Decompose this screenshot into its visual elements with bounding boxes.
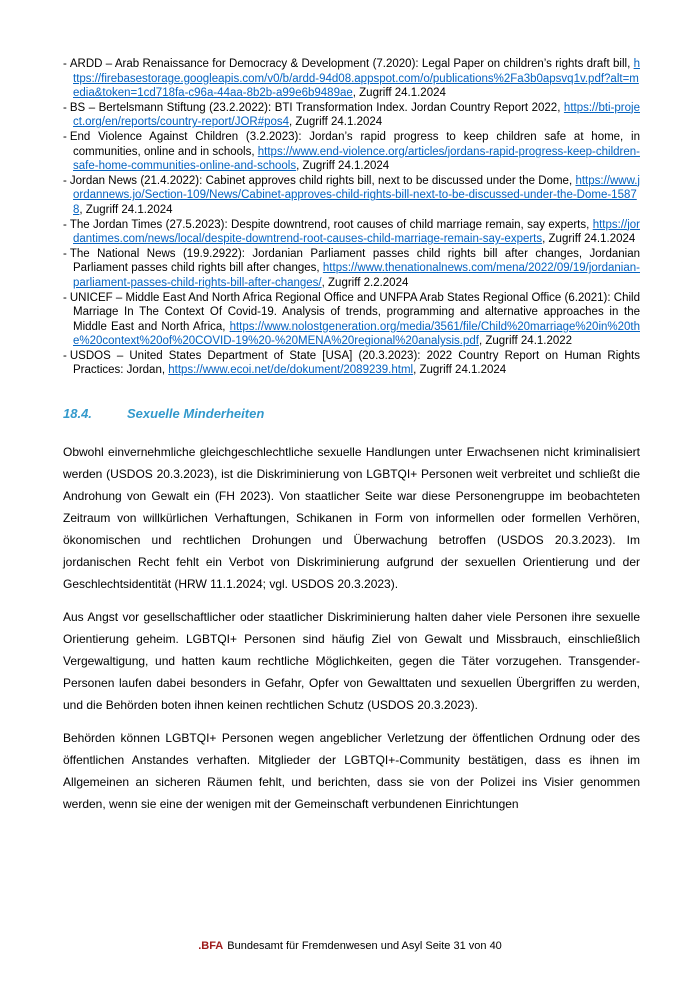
- reference-text: ARDD – Arab Renaissance for Democracy & Development (7.2020): Legal Paper on children’s rights draft bill,: [69, 58, 634, 70]
- list-marker: -: [63, 218, 67, 231]
- paragraph: Obwohl einvernehmliche gleichgeschlechtliche sexuelle Handlungen unter Erwachsenen nicht kriminalisiert werden (USDOS 20.3.2023), ist die Diskriminierung von LGBTQI+ Personen weit verbreitet und schließt die Androhung von Gewalt ein (FH 2023). Von staatlicher Seite war diese Personengruppe im beobachteten Zeitraum von willkürlichen Verhaftungen, Schikanen in Form von informellen oder formellen Verhören, ökonomischen und rechtlichen Drohungen und Überwachung betroffen (USDOS 20.3.2023). Im jordanischen Recht fehlt ein Verbot von Diskriminierung aufgrund der sexuellen Orientierung und der Geschlechtsidentität (HRW 11.1.2024; vgl. USDOS 20.3.2023).: [63, 445, 640, 592]
- reference-item: [63, 130, 640, 174]
- section-number: 18.4.: [63, 406, 92, 422]
- body-paragraphs: [63, 441, 640, 815]
- bfa-logo: .BFA: [198, 940, 224, 952]
- reference-text: , Zugriff 24.1.2024: [542, 233, 636, 246]
- footer-text: Bundesamt für Fremdenwesen und Asyl Seite 31 von 40: [227, 940, 502, 952]
- reference-text: Jordan News (21.4.2022): Cabinet approves child rights bill, next to be discussed under the Dome,: [69, 174, 576, 187]
- list-marker: -: [63, 174, 67, 187]
- reference-text: USDOS – United States Department of State [USA] (20.3.2023): 2022 Country Report on Human Rights Practices: Jordan,: [69, 349, 640, 377]
- reference-text: The National News (19.9.2922): Jordanian Parliament passes child rights bill after changes, Jordanian Parliament passes child rights bill after changes,: [69, 247, 640, 275]
- reference-link[interactable]: https://www.ecoi.net/de/dokument/2089239.html: [168, 364, 414, 377]
- paragraph: Aus Angst vor gesellschaftlicher oder staatlicher Diskriminierung halten daher viele Personen ihre sexuelle Orientierung geheim. LGBTQI+ Personen sind häufig Ziel von Gewalt und Missbrauch, einschließlich Vergewaltigung, und hatten kaum rechtliche Möglichkeiten, gegen die Täter vorzugehen. Transgender-Personen laufen dabei besonders in Gefahr, Opfer von Gewalttaten und sexuellen Übergriffen zu werden, und die Behörden boten ihnen keinen rechtlichen Schutz (USDOS 20.3.2023).: [63, 610, 640, 713]
- section-title: Sexuelle Minderheiten: [127, 406, 265, 422]
- reference-link[interactable]: https://bti-project.org/en/reports/country-report/JOR#pos4: [73, 101, 640, 129]
- reference-text: End Violence Against Children (3.2.2023): Jordan’s rapid progress to keep children safe at home, in communities, online and in schools,: [69, 130, 640, 158]
- reference-text: UNICEF – Middle East And North Africa Regional Office and UNFPA Arab States Regional Office (6.2021): Child Marriage In The Context Of Covid-19. Analysis of trends, programming and alternative approaches in the Middle East and North Africa,: [69, 291, 640, 333]
- reference-item: [63, 349, 640, 378]
- reference-link[interactable]: https://www.jordannews.jo/Section-109/News/Cabinet-approves-child-rights-bill-next-to-be-discussed-under-the-Dome-15878: [73, 174, 640, 216]
- reference-item: [63, 174, 640, 218]
- reference-link[interactable]: https://www.thenationalnews.com/mena/2022/09/19/jordanian-parliament-passes-child-rights-bill-after-changes/: [73, 262, 640, 289]
- reference-item: [63, 101, 640, 130]
- reference-item: [63, 291, 640, 349]
- reference-text: , Zugriff 24.1.2024: [413, 364, 507, 377]
- reference-link[interactable]: https://firebasestorage.googleapis.com/v0/b/ardd-94d08.appspot.com/o/publications%2Fa3b0apsvq1v.pdf?alt=media&token=1cd718fa-c96a-44aa-8b2b-a99e6b9489ae: [73, 58, 640, 100]
- reference-item: [63, 218, 640, 247]
- section-heading: [63, 406, 640, 421]
- reference-item: [63, 57, 640, 101]
- reference-text: , Zugriff 24.1.2024: [289, 116, 383, 129]
- reference-text: , Zugriff 24.1.2024: [296, 160, 390, 173]
- reference-text: , Zugriff 24.1.2022: [478, 335, 573, 348]
- reference-link[interactable]: https://www.nolostgeneration.org/media/3561/file/Child%20marriage%20in%20the%20context%20of%20COVID-19%20-%20MENA%20regional%20analysis.pdf: [73, 320, 640, 348]
- reference-link[interactable]: https://www.end-violence.org/articles/jordans-rapid-progress-keep-children-safe-home-communities-online-and-schools: [73, 145, 640, 173]
- paragraph: Behörden können LGBTQI+ Personen wegen angeblicher Verletzung der öffentlichen Ordnung oder des öffentlichen Anstandes verhaften. Mitglieder der LGBTQI+-Community bestätigen, dass es ihnen im Allgemeinen an sicheren Räumen fehlt, und berichten, dass sie von der Polizei ins Visier genommen werden, wenn sie eine der wenigen mit der Gemeinschaft verbundenen Einrichtungen: [63, 731, 640, 812]
- reference-text: BS – Bertelsmann Stiftung (23.2.2022): BTI Transformation Index. Jordan Country Report 2022,: [69, 101, 564, 114]
- reference-text: , Zugriff 24.1.2024: [352, 87, 446, 100]
- reference-text: , Zugriff 24.1.2024: [79, 203, 173, 216]
- list-marker: -: [63, 58, 67, 70]
- list-marker: -: [63, 101, 67, 114]
- reference-text: The Jordan Times (27.5.2023): Despite downtrend, root causes of child marriage remain, say experts,: [69, 218, 593, 231]
- list-marker: -: [63, 130, 67, 143]
- list-marker: -: [63, 247, 67, 260]
- reference-link[interactable]: https://jordantimes.com/news/local/despite-downtrend-root-causes-child-marriage-remain-say-experts: [73, 218, 640, 246]
- list-marker: -: [63, 349, 67, 362]
- reference-list: [63, 57, 640, 378]
- reference-text: , Zugriff 2.2.2024: [321, 276, 409, 289]
- list-marker: -: [63, 291, 67, 304]
- reference-item: [63, 247, 640, 291]
- page-footer: [0, 940, 700, 952]
